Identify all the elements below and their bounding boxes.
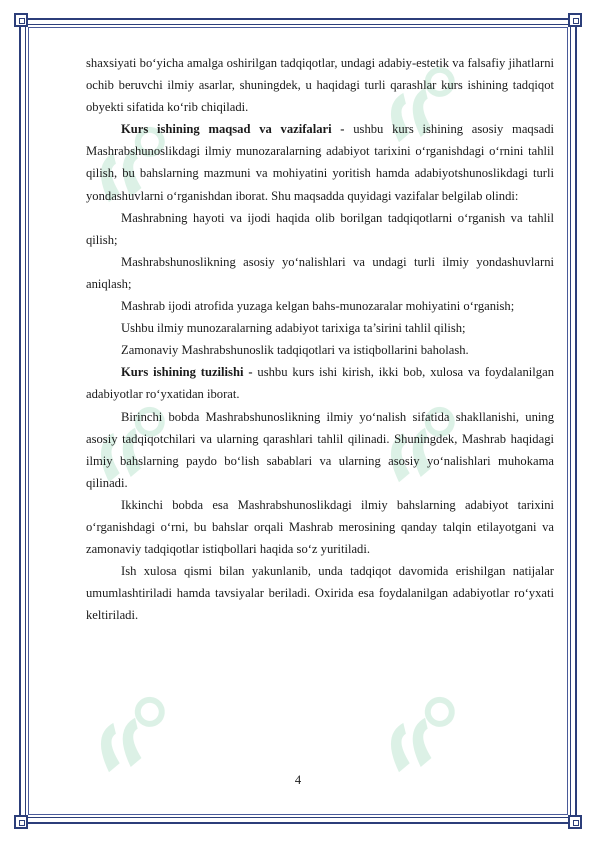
paragraph: Ikkinchi bobda esa Mashrabshunoslikdagi ilmiy bahslarning adabiyot tarixini o‘rganishdagi o‘rni, bu bahslar orqali Mashrab merosining qanday talqin etilayotgani va zamonaviy tadqiqotlar istiqbollari haqida so‘z yuritiladi. — [86, 497, 554, 557]
paragraph-structure — [86, 361, 554, 405]
paragraph: Ish xulosa qismi bilan yakunlanib, unda tadqiqot davomida erishilgan natijalar umumlashtiriladi hamda tavsiyalar beriladi. Oxirida esa foydalanilgan adabiyotlar ro‘yxati keltiriladi. — [86, 564, 554, 623]
task-item: Zamonaviy Mashrabshunoslik tadqiqotlari va istiqbollarini baholash. — [121, 343, 469, 358]
border-corner-ornament — [14, 13, 28, 27]
paragraph-text: ushbu kurs ishi kirish, ikki bob, xulosa va foydalanilgan adabiyotlar ro‘yxatidan iborat. — [86, 365, 554, 402]
paragraph-text: ushbu kurs ishining asosiy maqsadi Mashrabshunoslikdagi ilmiy munozaralarning adabiyot tarixini o‘rganishdagi o‘rnini tahlil qilish, bu bahslarning mazmuni va mohiyatini yoritish hamda adabiyotshunoslikdagi turli yondashuvlarni o‘rganishdan iborat. Shu maqsadda quyidagi vazifalar belgilab olindi: — [86, 122, 554, 203]
task-item: Mashrabning hayoti va ijodi haqida olib borilgan tadqiqotlarni o‘rganish va tahlil qilish; — [86, 210, 554, 247]
task-item: Ushbu ilmiy munozaralarning adabiyot tarixiga ta’sirini tahlil qilish; — [121, 321, 466, 336]
section-heading-aims: Kurs ishining maqsad va vazifalari - — [121, 122, 345, 137]
page-number: 4 — [294, 773, 302, 787]
border-corner-ornament — [568, 815, 582, 829]
section-heading-structure: Kurs ishining tuzilishi - — [121, 365, 253, 380]
task-item: Mashrab ijodi atrofida yuzaga kelgan bahs-munozaralar mohiyatini o‘rganish; — [121, 299, 515, 314]
paragraph: Birinchi bobda Mashrabshunoslikning ilmiy yo‘nalish sifatida shakllanishi, uning asosiy tadqiqotchilari va ularning qarashlari tahlil qilinadi. Shuningdek, Mashrab haqidagi ilmiy bahslarning paydo bo‘lish sabablari va ularning asosiy yo‘nalishlari muhokama qilinadi. — [86, 409, 554, 490]
border-corner-ornament — [14, 815, 28, 829]
paragraph: shaxsiyati bo‘yicha amalga oshirilgan tadqiqotlar, undagi adabiy-estetik va falsafiy jihatlarni ochib beruvchi ilmiy asarlar, shuningdek, u haqidagi turli qarashlar kurs ishining tadqiqot obyekti sifatida ko‘rib chiqiladi. — [86, 56, 554, 115]
border-corner-ornament — [568, 13, 582, 27]
task-item: Mashrabshunoslikning asosiy yo‘nalishlari va undagi turli ilmiy yondashuvlarni aniqlash; — [86, 254, 554, 291]
paragraph-aims — [86, 118, 554, 206]
document-body — [86, 52, 554, 626]
